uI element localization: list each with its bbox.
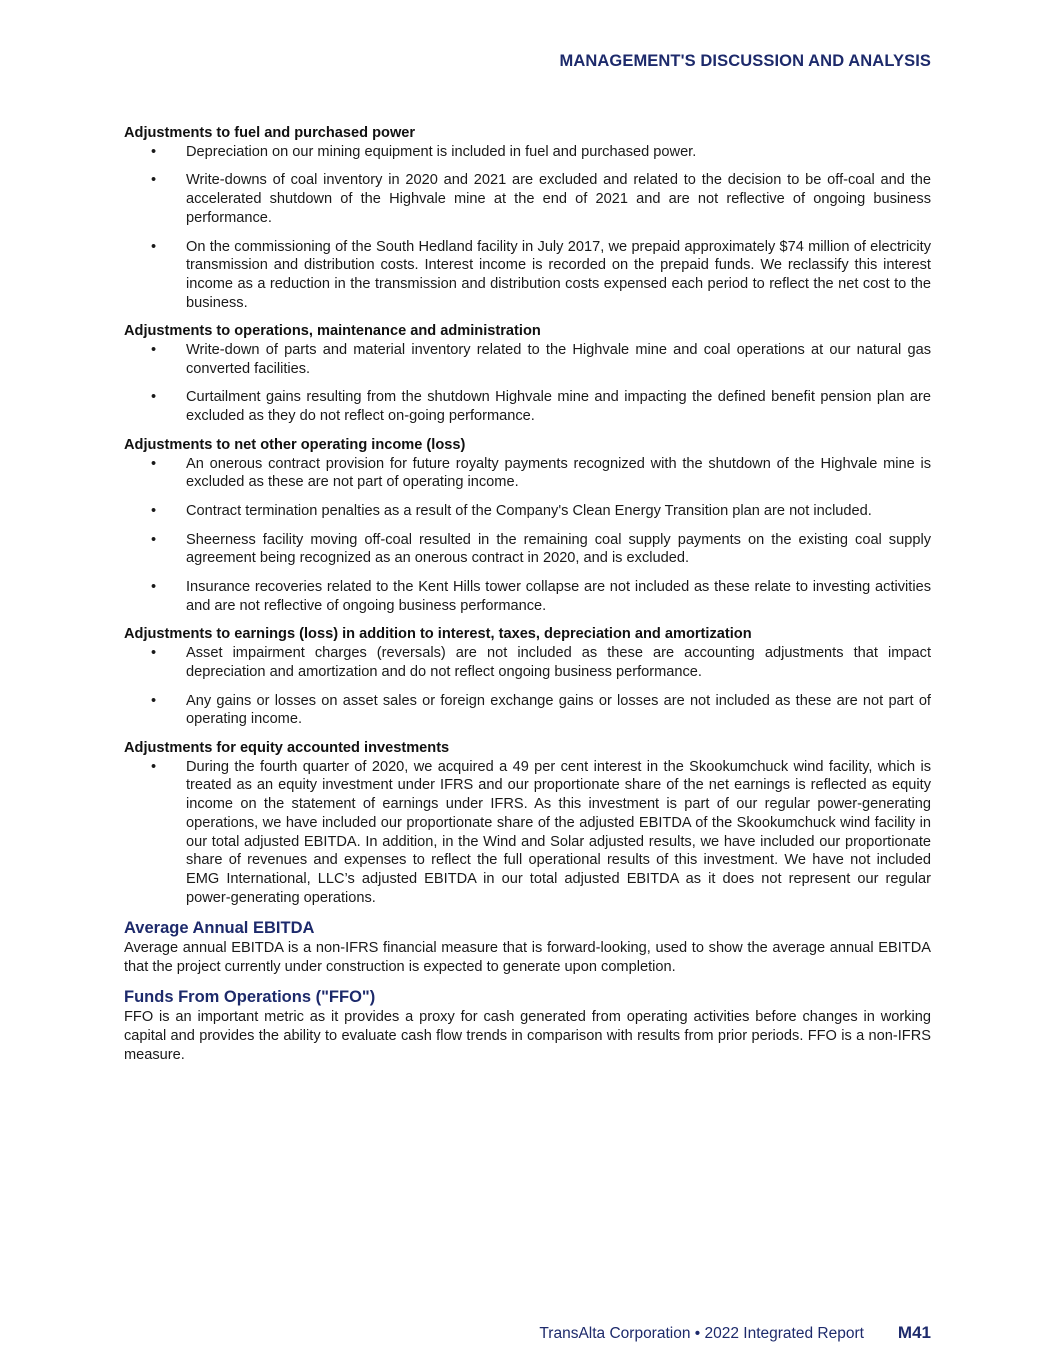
bullet-item (124, 238, 931, 313)
bullet-item (124, 143, 931, 162)
bullet-text: During the fourth quarter of 2020, we acquired a 49 per cent interest in the Skookumchuck wind facility, which is treated as an equity investment under IFRS and our proportionate share of the net earnings is reflected as equity income on the statement of earnings under IFRS. As this investment is part of our regular power-generating operations, we have included our proportionate share of the adjusted EBITDA of the Skookumchuck wind facility in our total adjusted EBITDA. In addition, in the Wind and Solar adjusted results, we have included our proportionate share of revenues and expenses to reflect the full operational results of this investment. We have not included EMG International, LLC’s adjusted EBITDA in our total adjusted EBITDA as it does not represent our regular power-generating operations. (186, 758, 931, 906)
bullet-item (124, 502, 931, 521)
ffo-block (124, 988, 931, 1064)
bullet-list (124, 758, 931, 908)
bullet-text: Depreciation on our mining equipment is included in fuel and purchased power. (186, 143, 697, 160)
section-net-other-operating-income (124, 436, 931, 616)
page-header-title: MANAGEMENT'S DISCUSSION AND ANALYSIS (559, 52, 931, 70)
footer-report-name: TransAlta Corporation • 2022 Integrated Report (539, 1325, 864, 1342)
bullet-item (124, 341, 931, 378)
section-operations-maintenance (124, 322, 931, 426)
section-earnings-adjustments (124, 625, 931, 729)
section-heading: Adjustments to operations, maintenance and administration (124, 323, 541, 340)
bullet-dot-icon: • (151, 645, 157, 662)
bullet-text: Any gains or losses on asset sales or foreign exchange gains or losses are not included as these are not part of operating income. (186, 692, 931, 728)
section-equity-investments (124, 739, 931, 907)
bullet-dot-icon: • (151, 389, 157, 406)
ffo-heading: Funds From Operations ("FFO") (124, 988, 376, 1007)
bullet-dot-icon: • (151, 531, 157, 548)
bullet-dot-icon: • (151, 342, 157, 359)
average-ebitda-heading: Average Annual EBITDA (124, 919, 315, 938)
ffo-paragraph: FFO is an important metric as it provides a proxy for cash generated from operating activities before changes in working capital and provides the ability to evaluate cash flow trends in comparison with results from prior periods. FFO is a non-IFRS measure. (124, 1009, 931, 1063)
main-content (124, 124, 931, 1064)
section-heading: Adjustments to earnings (loss) in addition to interest, taxes, depreciation and amortization (124, 626, 752, 643)
bullet-dot-icon: • (151, 143, 157, 160)
bullet-item (124, 455, 931, 492)
bullet-text: Insurance recoveries related to the Kent Hills tower collapse are not included as these relate to investing activities and are not reflective of ongoing business performance. (186, 579, 931, 614)
bullet-dot-icon: • (151, 238, 157, 255)
bullet-item (124, 171, 931, 227)
bullet-item (124, 531, 931, 568)
average-ebitda-paragraph: Average annual EBITDA is a non-IFRS financial measure that is forward-looking, used to show the average annual EBITDA that the project currently under construction is expected to generate upon completion. (124, 940, 931, 975)
bullet-text: Write-down of parts and material inventory related to the Highvale mine and coal operations at our natural gas converted facilities. (186, 342, 931, 377)
bullet-item (124, 388, 931, 425)
bullet-dot-icon: • (151, 692, 157, 709)
average-ebitda-block (124, 919, 931, 976)
bullet-dot-icon: • (151, 758, 157, 775)
bullet-text: Contract termination penalties as a result of the Company's Clean Energy Transition plan are not included. (186, 502, 872, 519)
bullet-list (124, 455, 931, 616)
section-heading: Adjustments for equity accounted investments (124, 739, 450, 756)
section-heading: Adjustments to net other operating income (loss) (124, 436, 466, 453)
bullet-text: Curtailment gains resulting from the shutdown Highvale mine and impacting the defined benefit pension plan are excluded as they do not reflect on-going performance. (186, 389, 931, 425)
bullet-item (124, 644, 931, 681)
bullet-text: Write-downs of coal inventory in 2020 and 2021 are excluded and related to the decision to be off-coal and the accelerated shutdown of the Highvale mine at the end of 2021 and are not reflective of ongoing business performance. (186, 172, 931, 226)
page-footer (539, 1323, 931, 1343)
section-fuel-purchased-power (124, 124, 931, 312)
bullet-list (124, 143, 931, 313)
bullet-dot-icon: • (151, 172, 157, 189)
section-heading: Adjustments to fuel and purchased power (124, 125, 416, 141)
bullet-text: Asset impairment charges (reversals) are not included as these are accounting adjustments that impact depreciation and amortization and do not reflect ongoing business performance. (186, 645, 931, 680)
bullet-list (124, 644, 931, 729)
page-number: M41 (897, 1323, 931, 1342)
bullet-text: An onerous contract provision for future royalty payments recognized with the shutdown of the Highvale mine is excluded as these are not part of operating income. (186, 455, 931, 491)
bullet-item (124, 578, 931, 615)
bullet-item (124, 758, 931, 908)
bullet-dot-icon: • (151, 455, 157, 472)
bullet-list (124, 341, 931, 426)
bullet-dot-icon: • (151, 579, 157, 596)
bullet-text: On the commissioning of the South Hedland facility in July 2017, we prepaid approximately $74 million of electricity transmission and distribution costs. Interest income is recorded on the prepaid funds. We reclassify this interest income as a reduction in the transmission and distribution costs expensed each period to reflect the net cost to the business. (186, 238, 931, 311)
bullet-text: Sheerness facility moving off-coal resulted in the remaining coal supply payments on the existing coal supply agreement being recognized as an onerous contract in 2020, and is excluded. (186, 531, 931, 567)
bullet-dot-icon: • (151, 502, 157, 519)
bullet-item (124, 692, 931, 729)
